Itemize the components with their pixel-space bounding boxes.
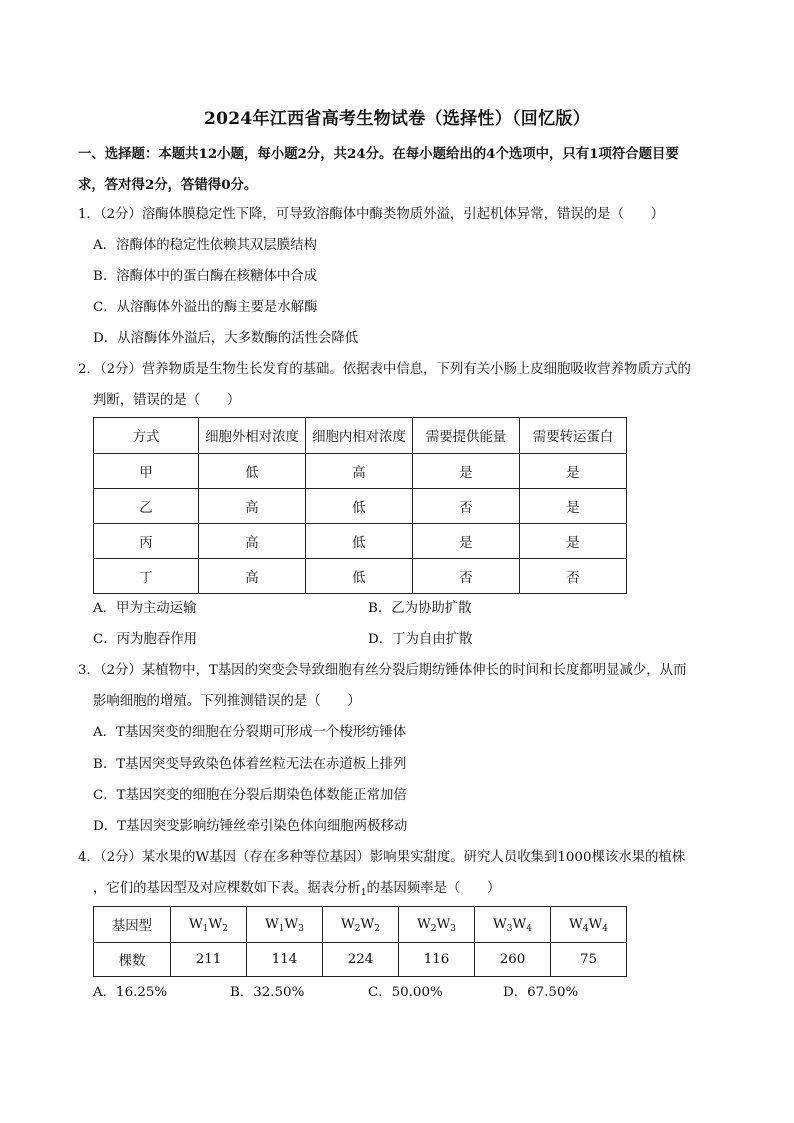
table-cell: 否	[520, 559, 627, 594]
subscript: 1	[360, 888, 367, 898]
question-4-stem-line2	[93, 880, 500, 898]
table-cell: 甲	[94, 454, 199, 489]
table-row	[94, 489, 627, 524]
table-row	[94, 524, 627, 559]
question-1-option-c: C．从溶酶体外溢出的酶主要是水解酶	[93, 300, 318, 315]
question-4-stem-line1: 4．（2分）某水果的W基因（存在多种等位基因）影响果实甜度。研究人员收集到1000棵该水果的植株	[78, 850, 686, 865]
question-1-stem: 1．（2分）溶酶体膜稳定性下降，可导致溶酶体中酶类物质外溢，引起机体异常，错误的是（ ）	[78, 207, 665, 222]
row-label: 棵数	[94, 943, 171, 977]
question-1-option-b: B．溶酶体中的蛋白酶在核糖体中合成	[93, 269, 318, 284]
table-row	[94, 454, 627, 489]
genotype-cell: $W_2W_3$	[399, 907, 475, 943]
question-2-option-a: A．甲为主动运输	[93, 601, 197, 616]
table-cell: 高	[306, 454, 413, 489]
question-2-stem-line1: 2．（2分）营养物质是生物生长发育的基础。依据表中信息，下列有关小肠上皮细胞吸收营养物质方式的	[78, 362, 691, 377]
genotype-cell: $W_1W_2$	[171, 907, 247, 943]
row-label: 基因型	[94, 907, 171, 943]
question-1-option-d: D．从溶酶体外溢后，大多数酶的活性会降低	[93, 331, 359, 346]
genotype-cell: $W_3W_4$	[475, 907, 551, 943]
table-cell: 是	[520, 489, 627, 524]
table-header: 需要提供能量	[413, 418, 520, 454]
question-4-stem-end: 的基因频率是（ ）	[366, 881, 501, 896]
question-4-option-a: A．16.25%	[93, 985, 168, 1000]
count-cell: 114	[247, 943, 323, 977]
count-cell: 224	[323, 943, 399, 977]
genotype-cell: $W_2W_2$	[323, 907, 399, 943]
table-cell: 高	[199, 524, 306, 559]
question-4-stem-text: ，它们的基因型及对应棵数如下表。据表分析	[93, 881, 361, 896]
table-cell: 低	[306, 524, 413, 559]
table-cell: 低	[199, 454, 306, 489]
question-2-option-c: C．丙为胞吞作用	[93, 632, 197, 647]
genotype-cell: $W_1W_3$	[247, 907, 323, 943]
table-cell: 低	[306, 489, 413, 524]
question-3-stem-line1: 3．（2分）某植物中，T基因的突变会导致细胞有丝分裂后期纺锤体伸长的时间和长度都明显减少，从而	[78, 663, 687, 678]
table-cell: 是	[413, 524, 520, 559]
question-1-option-a: A．溶酶体的稳定性依赖其双层膜结构	[93, 238, 317, 253]
count-row	[94, 943, 627, 977]
question-3-stem-line2: 影响细胞的增殖。下列推测错误的是（ ）	[93, 694, 361, 709]
question-4-option-c: C．50.00%	[368, 985, 443, 1000]
section-header-line2: 求，答对得2分，答错得0分。	[78, 177, 258, 193]
table-cell: 是	[520, 524, 627, 559]
genotype-row	[94, 907, 627, 943]
question-3-option-d: D．T基因突变影响纺锤丝牵引染色体向细胞两极移动	[93, 819, 408, 834]
question-2-stem-line2: 判断，错误的是（ ）	[93, 393, 241, 408]
section-header-line1: 一、选择题：本题共12小题，每小题2分，共24分。在每小题给出的4个选项中，只有1项符合题目要	[78, 146, 679, 162]
table-cell: 乙	[94, 489, 199, 524]
question-2-table	[93, 417, 627, 594]
table-cell: 否	[413, 489, 520, 524]
count-cell: 260	[475, 943, 551, 977]
question-3-option-c: C．T基因突变的细胞在分裂后期染色体数能正常加倍	[93, 788, 407, 803]
question-2-option-d: D．丁为自由扩散	[368, 632, 473, 647]
table-row	[94, 559, 627, 594]
question-4-option-b: B．32.50%	[230, 985, 305, 1000]
table-header: 方式	[94, 418, 199, 454]
genotype-cell: $W_4W_4$	[551, 907, 627, 943]
count-cell: 75	[551, 943, 627, 977]
question-4-option-d: D．67.50%	[503, 985, 579, 1000]
table-cell: 丁	[94, 559, 199, 594]
table-cell: 低	[306, 559, 413, 594]
question-4-table	[93, 906, 627, 977]
table-header-row	[94, 418, 627, 454]
table-header: 细胞内相对浓度	[306, 418, 413, 454]
table-cell: 高	[199, 559, 306, 594]
count-cell: 116	[399, 943, 475, 977]
table-cell: 否	[413, 559, 520, 594]
table-header: 需要转运蛋白	[520, 418, 627, 454]
table-cell: 丙	[94, 524, 199, 559]
page-title: 2024年江西省高考生物试卷（选择性）（回忆版）	[203, 109, 590, 129]
table-header: 细胞外相对浓度	[199, 418, 306, 454]
count-cell: 211	[171, 943, 247, 977]
table-cell: 是	[413, 454, 520, 489]
table-cell: 高	[199, 489, 306, 524]
question-3-option-a: A．T基因突变的细胞在分裂期可形成一个梭形纺锤体	[93, 725, 407, 740]
question-3-option-b: B．T基因突变导致染色体着丝粒无法在赤道板上排列	[93, 757, 407, 772]
table-cell: 是	[520, 454, 627, 489]
question-2-option-b: B．乙为协助扩散	[368, 601, 472, 616]
